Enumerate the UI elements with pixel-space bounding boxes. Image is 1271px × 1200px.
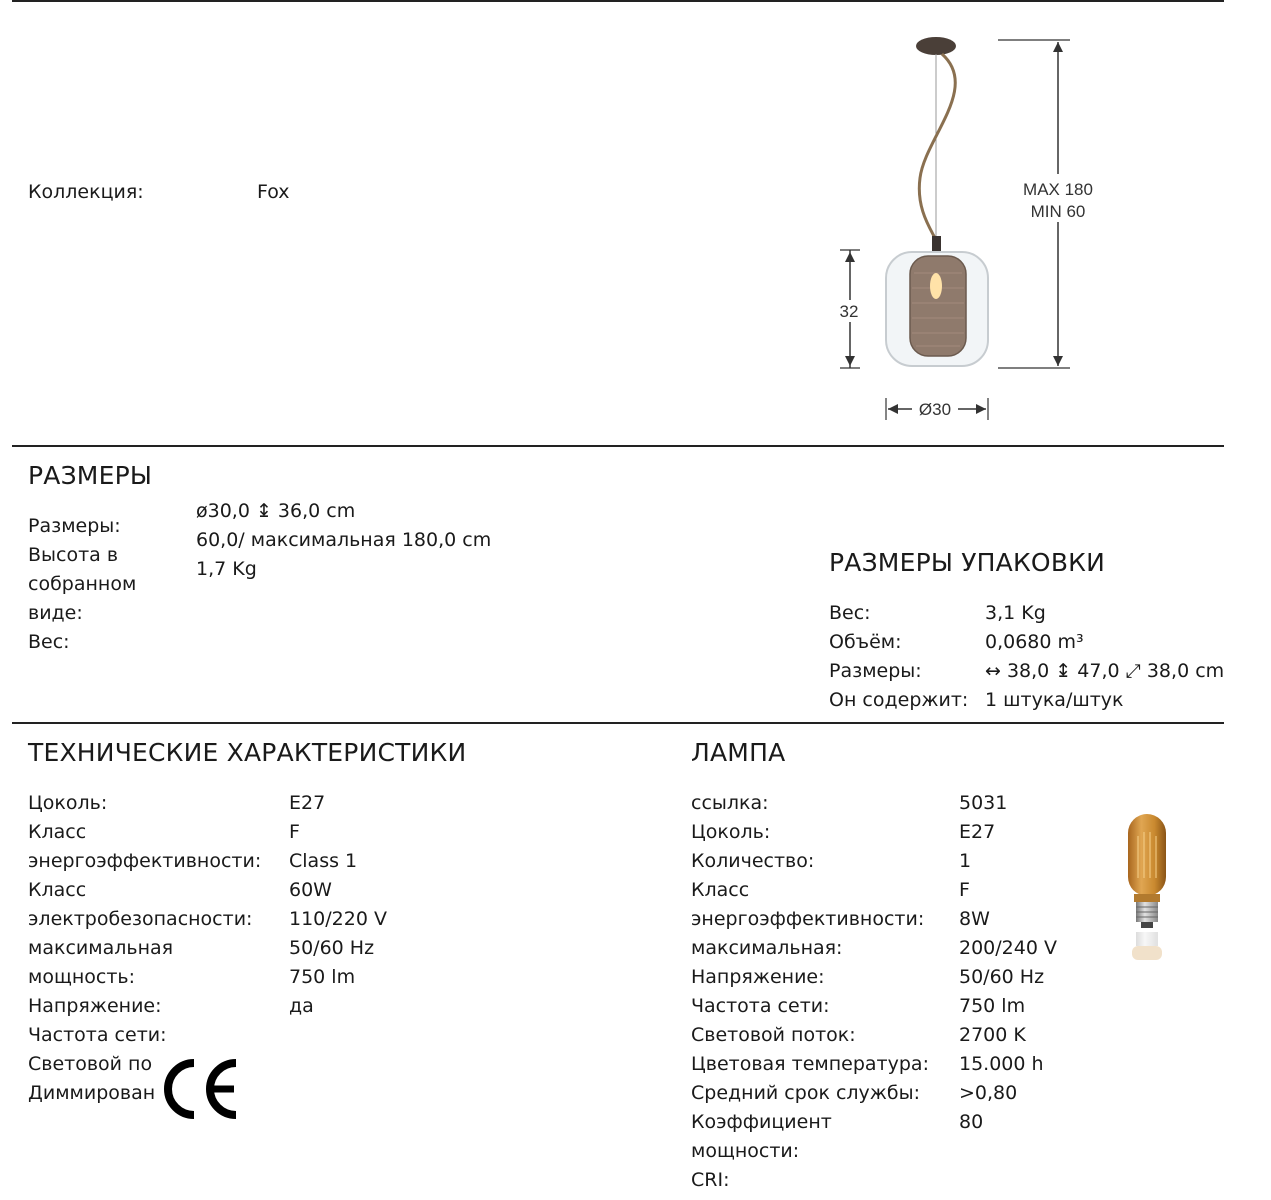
lamp-bulb-image	[1108, 808, 1184, 968]
technical-values	[289, 789, 387, 1021]
lamp-value: 1	[959, 850, 972, 872]
lamp-label: Коэффициент	[691, 1111, 832, 1133]
technical-value: 750 lm	[289, 966, 356, 988]
divider-rule	[12, 445, 1224, 447]
dimensions-heading: РАЗМЕРЫ	[28, 461, 153, 490]
collection-label: Коллекция:	[28, 181, 144, 203]
lamp-heading: ЛАМПА	[691, 738, 786, 767]
technical-value: 50/60 Hz	[289, 937, 375, 959]
lamp-label: Световой поток:	[691, 1024, 856, 1046]
technical-label: Напряжение:	[28, 995, 162, 1017]
dimensions-value: ø30,0 ↨ 36,0 cm	[196, 500, 356, 522]
lamp-label: Цветовая температура:	[691, 1053, 929, 1075]
technical-label: энергоэффективности:	[28, 850, 262, 872]
lamp-value: E27	[959, 821, 996, 843]
technical-value: F	[289, 821, 300, 843]
technical-label: Цоколь:	[28, 792, 108, 814]
lamp-label: мощности:	[691, 1140, 800, 1162]
lamp-value: 750 lm	[959, 995, 1026, 1017]
technical-value: E27	[289, 792, 326, 814]
package-heading: РАЗМЕРЫ УПАКОВКИ	[829, 548, 1106, 577]
package-label: Объём:	[829, 631, 902, 653]
technical-label: Класс	[28, 879, 87, 901]
lamp-value: 50/60 Hz	[959, 966, 1045, 988]
dimensions-value: 60,0/ максимальная 180,0 cm	[196, 529, 492, 551]
diameter-dimension-label: Ø30	[918, 400, 952, 419]
lamp-label: CRI:	[691, 1169, 730, 1191]
dimensions-values	[196, 497, 491, 584]
lamp-label: ссылка:	[691, 792, 769, 814]
package-value: 3,1 Kg	[985, 602, 1046, 624]
lamp-value: 5031	[959, 792, 1008, 814]
top-rule	[12, 0, 1224, 2]
lamp-value: F	[959, 879, 970, 901]
package-value: ↔ 38,0 ↨ 47,0 ⤢ 38,0 cm	[985, 660, 1225, 682]
package-label: Размеры:	[829, 660, 922, 682]
ceiling-canopy	[916, 37, 956, 55]
package-label: Он содержит:	[829, 689, 969, 711]
lamp-holder	[932, 236, 941, 252]
technical-label: электробезопасности:	[28, 908, 253, 930]
height-dimension-label: 32	[839, 302, 859, 321]
technical-label: Световой по	[28, 1053, 153, 1075]
collection-value: Fox	[257, 181, 290, 203]
package-label: Вес:	[829, 602, 871, 624]
dimensions-labels	[28, 512, 136, 657]
dimensions-label: Высота в	[28, 544, 119, 566]
technical-label: максимальная	[28, 937, 174, 959]
lamp-value: 2700 K	[959, 1024, 1026, 1046]
bulb-glow	[930, 273, 942, 299]
lamp-label: Количество:	[691, 850, 815, 872]
lamp-value: 8W	[959, 908, 990, 930]
ce-mark-icon	[158, 1055, 242, 1123]
lamp-labels	[691, 789, 929, 1195]
package-values	[985, 599, 1224, 715]
dimensions-label: Размеры:	[28, 515, 121, 537]
lamp-value: 80	[959, 1111, 984, 1133]
technical-value: Class 1	[289, 850, 358, 872]
technical-label: Класс	[28, 821, 87, 843]
package-value: 1 штука/штук	[985, 689, 1124, 711]
lamp-values	[959, 789, 1057, 1137]
technical-value: 110/220 V	[289, 908, 387, 930]
dimensions-value: 1,7 Kg	[196, 558, 257, 580]
package-value: 0,0680 m³	[985, 631, 1084, 653]
lamp-value: 15.000 h	[959, 1053, 1044, 1075]
technical-heading: ТЕХНИЧЕСКИЕ ХАРАКТЕРИСТИКИ	[28, 738, 467, 767]
lamp-label: Напряжение:	[691, 966, 825, 988]
power-cable	[919, 54, 955, 240]
lamp-value: >0,80	[959, 1082, 1018, 1104]
technical-label: Частота сети:	[28, 1024, 167, 1046]
technical-value: 60W	[289, 879, 332, 901]
lamp-label: Класс	[691, 879, 750, 901]
technical-value: да	[289, 995, 314, 1017]
dimensions-label: собранном	[28, 573, 137, 595]
pendant-lamp-drawing	[830, 28, 1120, 428]
dimensions-label: Вес:	[28, 631, 70, 653]
package-labels	[829, 599, 968, 715]
max-height-label: MAX 180	[1023, 180, 1093, 199]
lamp-value: 200/240 V	[959, 937, 1057, 959]
lamp-label: Частота сети:	[691, 995, 830, 1017]
lamp-label: максимальная:	[691, 937, 843, 959]
dimensions-label: виде:	[28, 602, 83, 624]
technical-label: мощность:	[28, 966, 136, 988]
lamp-label: энергоэффективности:	[691, 908, 925, 930]
lamp-label: Средний срок службы:	[691, 1082, 921, 1104]
mesh-shade	[910, 256, 966, 356]
technical-label: Диммирован	[28, 1082, 156, 1104]
min-height-label: MIN 60	[1030, 202, 1086, 221]
divider-rule	[12, 722, 1224, 724]
lamp-label: Цоколь:	[691, 821, 771, 843]
